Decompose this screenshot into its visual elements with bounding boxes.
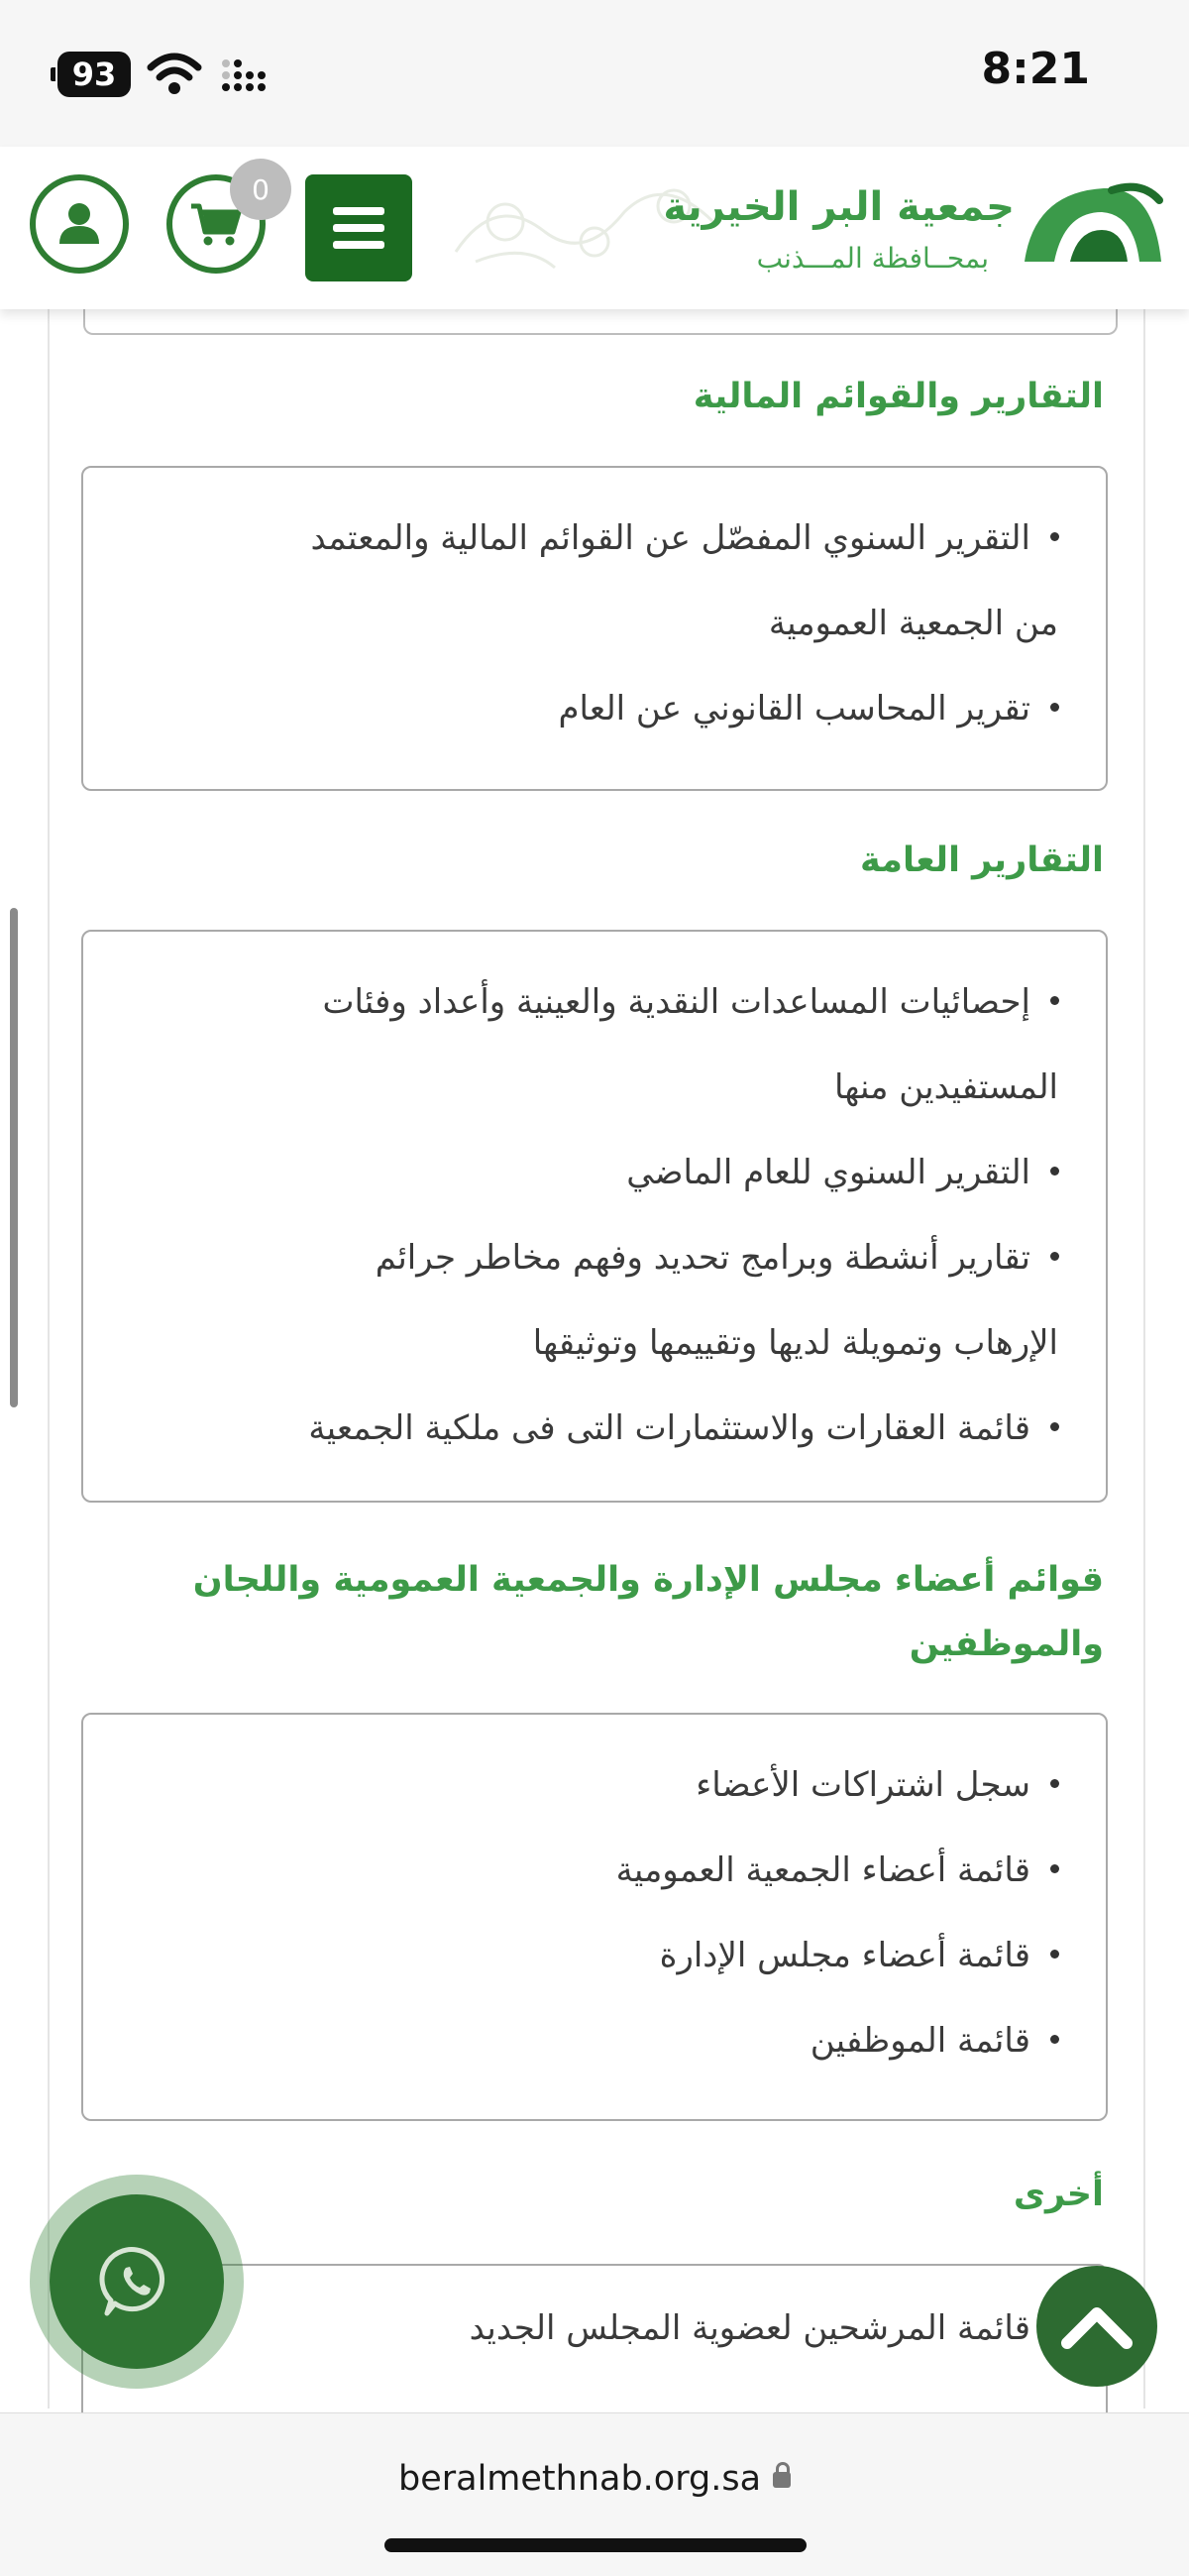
cellular-signal-icon bbox=[220, 57, 271, 95]
site-header bbox=[0, 147, 1189, 309]
status-bar bbox=[0, 0, 1189, 147]
lock-icon bbox=[773, 2472, 791, 2488]
cart-count-badge: 0 bbox=[230, 159, 291, 220]
list-item[interactable]: التقرير السنوي المفصّل عن القوائم المالية والمعتمد bbox=[83, 496, 1106, 581]
user-icon bbox=[54, 198, 105, 250]
general-reports-box bbox=[81, 930, 1108, 1503]
content-area bbox=[48, 309, 1145, 2408]
home-indicator[interactable] bbox=[384, 2538, 807, 2552]
list-item[interactable]: قائمة العقارات والاستثمارات التى فى ملكية الجمعية bbox=[83, 1386, 1106, 1471]
url-text: beralmethnab.org.sa bbox=[397, 2459, 762, 2499]
list-item[interactable]: إحصائيات المساعدات النقدية والعينية وأعداد وفئات bbox=[83, 959, 1106, 1045]
browser-url-bar bbox=[0, 2412, 1189, 2576]
list-item[interactable]: قائمة الموظفين bbox=[83, 1998, 1106, 2083]
list-item[interactable]: قائمة المرشحين لعضوية المجلس الجديد bbox=[83, 2286, 1106, 2371]
list-item[interactable]: تقارير أنشطة وبرامج تحديد وفهم مخاطر جرائم bbox=[83, 1215, 1106, 1300]
list-item[interactable]: تقرير المحاسب القانوني عن العام bbox=[83, 666, 1106, 751]
list-item[interactable]: التقرير السنوي للعام الماضي bbox=[83, 1130, 1106, 1215]
section-title-general-reports: التقارير العامة bbox=[860, 840, 1104, 880]
section-title-member-lists: قوائم أعضاء مجلس الإدارة والجمعية العمومية واللجان والموظفين bbox=[192, 1560, 1104, 1664]
list-item[interactable]: قائمة أعضاء مجلس الإدارة bbox=[83, 1913, 1106, 1998]
account-button[interactable] bbox=[30, 174, 129, 274]
section-title-other: أخرى bbox=[1013, 2175, 1104, 2214]
org-name: جمعية البر الخيرية bbox=[663, 184, 1015, 230]
shopping-cart-icon bbox=[189, 200, 243, 248]
whatsapp-icon bbox=[99, 2244, 174, 2319]
menu-button[interactable] bbox=[305, 174, 412, 281]
list-item-continuation[interactable]: الإرهاب وتمويلة لديها وتقييمها وتوثيقها bbox=[532, 1323, 1058, 1363]
wifi-icon bbox=[147, 52, 202, 95]
url-field[interactable] bbox=[0, 2459, 1189, 2499]
list-item[interactable]: قائمة أعضاء الجمعية العمومية bbox=[83, 1828, 1106, 1913]
list-item-continuation[interactable]: المستفيدين منها bbox=[833, 1067, 1058, 1107]
list-item[interactable]: سجل اشتراكات الأعضاء bbox=[83, 1742, 1106, 1828]
scroll-to-top-button[interactable] bbox=[1036, 2266, 1157, 2387]
financial-reports-box bbox=[81, 466, 1108, 791]
page-scrollbar[interactable] bbox=[10, 908, 18, 1407]
whatsapp-button-inner bbox=[50, 2194, 224, 2369]
section-title-financial-reports: التقارير والقوائم المالية bbox=[693, 377, 1104, 416]
battery-indicator: 93 bbox=[57, 52, 131, 97]
chevron-up-icon bbox=[1059, 2301, 1135, 2351]
whatsapp-button[interactable] bbox=[30, 2175, 244, 2389]
hamburger-menu-icon bbox=[331, 205, 386, 251]
org-logo-icon bbox=[1021, 180, 1163, 276]
member-lists-box bbox=[81, 1713, 1108, 2121]
list-item-continuation[interactable]: من الجمعية العمومية bbox=[768, 604, 1058, 643]
org-subtitle: بمحــافظة المـــذنب bbox=[756, 242, 989, 275]
clock: 8:21 bbox=[981, 44, 1090, 94]
